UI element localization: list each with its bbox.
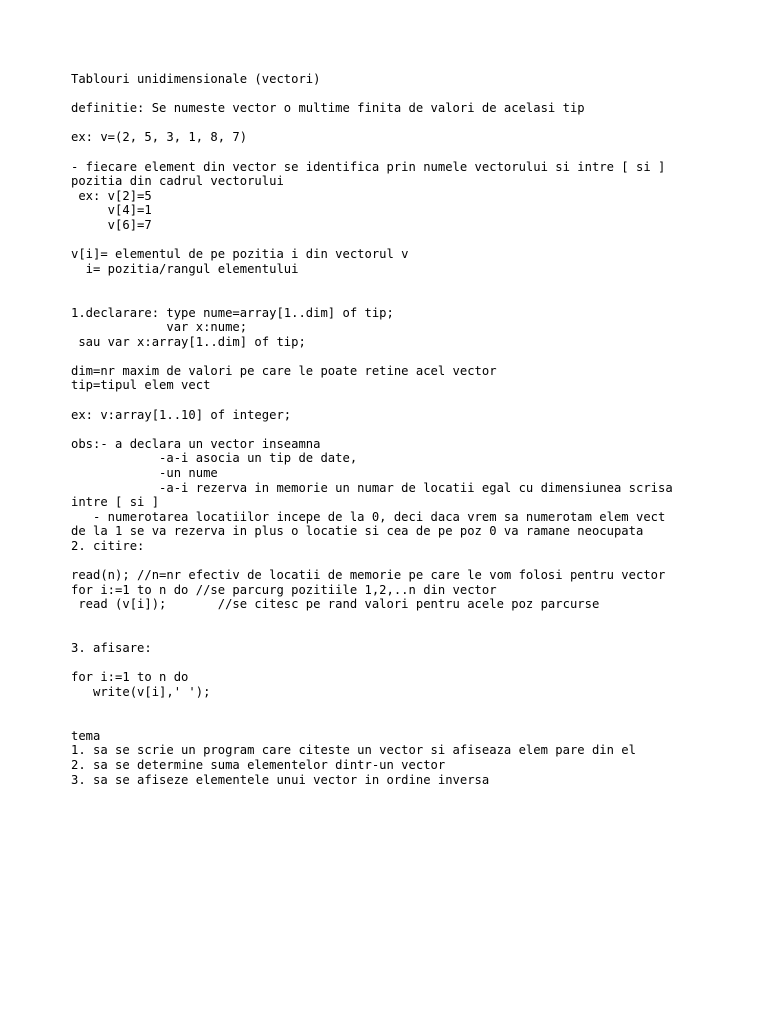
- code-line: for i:=1 to n do: [71, 670, 189, 685]
- blank-line: [71, 627, 751, 642]
- text-line: v[i]= elementul de pe pozitia i din vectorul v: [71, 247, 409, 262]
- exercise-item: 3. sa se afiseze elementele unui vector in ordine inversa: [71, 772, 490, 787]
- text-line: de la 1 se va rezerva in plus o locatie si cea de pe poz 0 va ramane neocupata: [71, 524, 644, 539]
- code-line: for i:=1 to n do //se parcurg pozitiile 1,2,..n din vector: [71, 582, 497, 597]
- section-heading-citire: 2. citire:: [71, 539, 145, 553]
- section-heading-afisare: 3. afisare:: [71, 641, 152, 656]
- text-line: -a-i asocia un tip de date,: [71, 451, 358, 466]
- text-line: v[4]=1: [71, 203, 152, 218]
- exercise-item: 1. sa se scrie un program care citeste un vector si afiseaza elem pare din el: [71, 743, 636, 758]
- blank-line: [71, 422, 751, 437]
- blank-line: [71, 349, 751, 364]
- text-line: ex: v=(2, 5, 3, 1, 8, 7): [71, 130, 248, 145]
- text-line: v[6]=7: [71, 217, 152, 232]
- text-line: -un nume: [71, 466, 218, 481]
- text-line: tip=tipul elem vect: [71, 378, 211, 393]
- code-line: write(v[i],' ');: [71, 684, 211, 699]
- exercise-item: 2. sa se determine suma elementelor dintr-un vector: [71, 757, 446, 772]
- text-line: ex: v[2]=5: [71, 188, 152, 203]
- text-line: intre [ si ]: [71, 495, 160, 510]
- document-title: Tablouri unidimensionale (vectori): [71, 72, 321, 86]
- text-line: - numerotarea locatiilor incepe de la 0, deci daca vrem sa numerotam elem vect: [71, 509, 666, 524]
- blank-line: [71, 116, 751, 131]
- code-line: sau var x:array[1..dim] of tip;: [71, 334, 306, 349]
- code-line: read(n); //n=nr efectiv de locatii de memorie pe care le vom folosi pentru vector: [71, 568, 666, 583]
- document-page: [71, 72, 751, 787]
- text-line: - fiecare element din vector se identifica prin numele vectorului si intre [ si ]: [71, 159, 666, 174]
- blank-line: [71, 233, 751, 248]
- blank-line: [71, 554, 751, 569]
- blank-line: [71, 276, 751, 291]
- text-line: i= pozitia/rangul elementului: [71, 261, 299, 276]
- code-line: var x:nume;: [71, 320, 248, 335]
- blank-line: [71, 656, 751, 671]
- blank-line: [71, 145, 751, 160]
- text-line: -a-i rezerva in memorie un numar de locatii egal cu dimensiunea scrisa: [71, 480, 673, 495]
- blank-line: [71, 700, 751, 715]
- text-line: obs:- a declara un vector inseamna: [71, 436, 321, 451]
- text-line: definitie: Se numeste vector o multime finita de valori de acelasi tip: [71, 101, 585, 116]
- blank-line: [71, 612, 751, 627]
- blank-line: [71, 714, 751, 729]
- section-heading-declarare: 1.declarare: type nume=array[1..dim] of tip;: [71, 305, 394, 320]
- section-heading-tema: tema: [71, 728, 101, 743]
- code-line: read (v[i]); //se citesc pe rand valori pentru acele poz parcurse: [71, 597, 600, 612]
- blank-line: [71, 393, 751, 408]
- text-line: pozitia din cadrul vectorului: [71, 174, 284, 189]
- blank-line: [71, 87, 751, 102]
- text-line: dim=nr maxim de valori pe care le poate retine acel vector: [71, 363, 497, 378]
- blank-line: [71, 291, 751, 306]
- code-line: ex: v:array[1..10] of integer;: [71, 407, 292, 422]
